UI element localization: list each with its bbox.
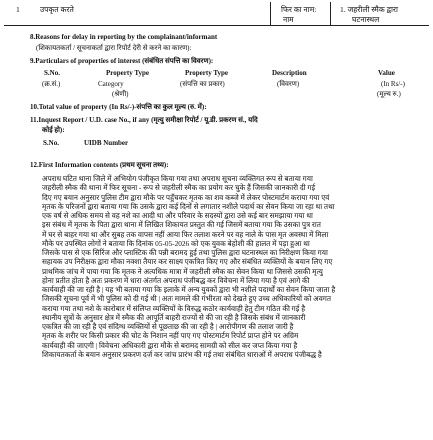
fir-content-line: जिसके पास से एक सिरिंज और प्लास्टिक की पन्नी बरामद हुई तथा पुलिस द्वारा घटनास्थल का निरीक्षण किया गया bbox=[42, 248, 328, 257]
section-11-title-line2: कोई हो): bbox=[42, 126, 65, 134]
fir-content-line: शिकायतकर्ता के बयान अनुसार प्रकरण दर्ज कर जांच प्रारंभ की गई तथा संबंधित धाराओं में अपराध पंजीबद्ध है bbox=[42, 349, 322, 359]
col-header-sno-hi: (क्र.सं.) bbox=[42, 80, 61, 88]
fir-content-line: प्राथमिक जांच में पाया गया कि मृतक ने अत्यधिक मात्रा में जहरीली स्मैक का सेवन किया था जिससे उसकी मृत्यु bbox=[42, 266, 323, 276]
column-divider bbox=[330, 2, 331, 25]
fir-content-line: में घर से बाहर गया था और सुबह तक वापस नहीं आया फिर तलाश करने पर वह नाले के पास मृत अवस्था में मिला bbox=[42, 229, 329, 239]
fir-content-line: मृतक के शरीर पर किसी प्रकार की चोट के निशान नहीं पाए गए पोस्टमार्टम रिपोर्ट प्राप्त होने पर अग्रिम bbox=[42, 331, 299, 341]
right-label-line2: नाम bbox=[283, 15, 294, 24]
uidb-col-sno: S.No. bbox=[43, 139, 59, 147]
column-divider bbox=[270, 2, 271, 25]
fir-content-line: जहरीली स्मैक की थाना में फिर सूचना - रूप से जहरीली स्मैक का प्रयोग कर चुके हैं जिसकी जानकारी दी गई bbox=[42, 183, 316, 193]
col-header-value: Value bbox=[378, 69, 395, 77]
col-header-sno: S.No. bbox=[44, 69, 60, 77]
section-8-subtitle: (शिकायतकर्ता / सूचनाकर्ता द्वारा रिपोर्ट देरी से करने का कारण): bbox=[36, 44, 192, 52]
col-header-value-hi-2: (मूल्य रु.) bbox=[377, 90, 401, 98]
col-header-description: Description bbox=[272, 69, 307, 77]
col-header-category: Category bbox=[98, 80, 124, 88]
right-label-line1: फिर का नाम: bbox=[281, 5, 317, 14]
fir-content-line: एकत्रित की जा रही है एवं संदिग्ध व्यक्तियों से पूछताछ की जा रही है | आरोपीगण की तलाश जारी है bbox=[42, 322, 294, 331]
right-value-line1: 1. जहरीली स्मैक द्वारा bbox=[340, 5, 398, 14]
right-value-line2: घटनास्थल bbox=[352, 15, 380, 24]
fir-content-line: इस संबंध में मृतक के पिता द्वारा थाना में लिखित शिकायत प्रस्तुत की गई जिसमें बताया गया कि उसका पुत्र रात bbox=[42, 220, 321, 230]
fir-content-line: एक वर्ष से अधिक समय से वह नशे का आदी था और परिवार के सदस्यों द्वारा उसे कई बार समझाया गया था bbox=[42, 211, 313, 220]
col-header-category-hi: (श्रेणी) bbox=[112, 90, 129, 98]
col-header-property-type: Property Type bbox=[185, 69, 228, 77]
col-header-value-hi: (In Rs/-) bbox=[381, 80, 405, 88]
section-10-title: 10.Total value of property (In Rs/-)-संपत्ति का कुल मूल्य (रु. में): bbox=[30, 103, 207, 111]
fir-content-line: सहायक उप निरीक्षक द्वारा मौका नक्शा तैयार कर साक्ष्य एकत्रित किए गए और संबंधित व्यक्तियों के बयान लिए गए bbox=[42, 257, 333, 267]
col-header-property: Property Type bbox=[106, 69, 149, 77]
fir-content-line: दिए गए बयान अनुसार पुलिस टीम द्वारा मौके पर पहुँचकर मृतक का शव कब्जे में लेकर पोस्टमार्टम कराया गया एवं bbox=[42, 192, 330, 202]
section-11-title-line1: 11.Inquest Report / U.D. case No., if any (मृत्यु समीक्षा रिपोर्ट / यू.डी. प्रकरण सं., यदि bbox=[30, 116, 258, 124]
col-header-description-hi: (विवरण) bbox=[277, 80, 300, 88]
fir-content-line: मौके पर उपस्थित लोगों ने बताया कि दिनांक 05-05-2026 को एक युवक बेहोशी की हालत में पड़ा हुआ था bbox=[42, 238, 310, 248]
fir-contents-paragraph bbox=[42, 174, 428, 359]
fir-content-line: मृतक के परिजनों द्वारा बताया गया कि उसके द्वारा कई दिनों से लगातार नशीले पदार्थ का सेवन किया जा रहा था तथा bbox=[42, 201, 335, 211]
fir-content-line: कार्यवाही की जा रही है | यह भी बताया गया कि इलाके में अन्य युवकों द्वारा भी नशीले पदार्थों का सेवन किया जाता है bbox=[42, 285, 336, 294]
left-label: उपकृत करते bbox=[40, 5, 74, 14]
fir-content-line: कार्यवाही की जाएगी | विवेचना अधिकारी द्वारा मौके से बरामद सामग्री को सील कर जप्त किया गया है bbox=[42, 340, 298, 350]
section-12-title: 12.First Information contents (प्रथम सूचना तथ्य): bbox=[30, 161, 169, 169]
section-9-title: 9.Particulars of properties of interest (संबंधित संपत्ति का विवरण): bbox=[30, 57, 214, 65]
fir-content-line: स्थानीय सूत्रों के अनुसार क्षेत्र में स्मैक की आपूर्ति बाहरी राज्यों से की जा रही है जिसके संबंध में जानकारी bbox=[42, 312, 306, 322]
table-bottom-line bbox=[4, 25, 429, 26]
fir-content-line: जिसकी सूचना पूर्व में भी पुलिस को दी गई थी | अतः मामले की गंभीरता को देखते हुए उच्च अधिकारियों को अवगत bbox=[42, 294, 332, 304]
col-header-property-hi: (संपत्ति का प्रकार) bbox=[180, 80, 225, 88]
uidb-col-number: UIDB Number bbox=[84, 139, 129, 147]
row-number: 1 bbox=[16, 5, 20, 14]
fir-content-line: कराया गया तथा नशे के कारोबार में संलिप्त व्यक्तियों के विरुद्ध कठोर कार्यवाही हेतु टीम गठित की गई है bbox=[42, 303, 306, 313]
fir-content-line: होना प्रतीत होता है अतः प्रकरण में धारा अंतर्गत अपराध पंजीबद्ध कर विवेचना में लिया गया है एवं आगे की bbox=[42, 275, 310, 285]
section-8-title: 8.Reasons for delay in reporting by the complainant/informant bbox=[30, 33, 218, 41]
fir-content-line: अपराध घटित थाना जिले में अभियोग पंजीकृत किया गया तथा अपराध सूचना व्यक्तिगत रूप से बताया गया bbox=[42, 174, 313, 183]
